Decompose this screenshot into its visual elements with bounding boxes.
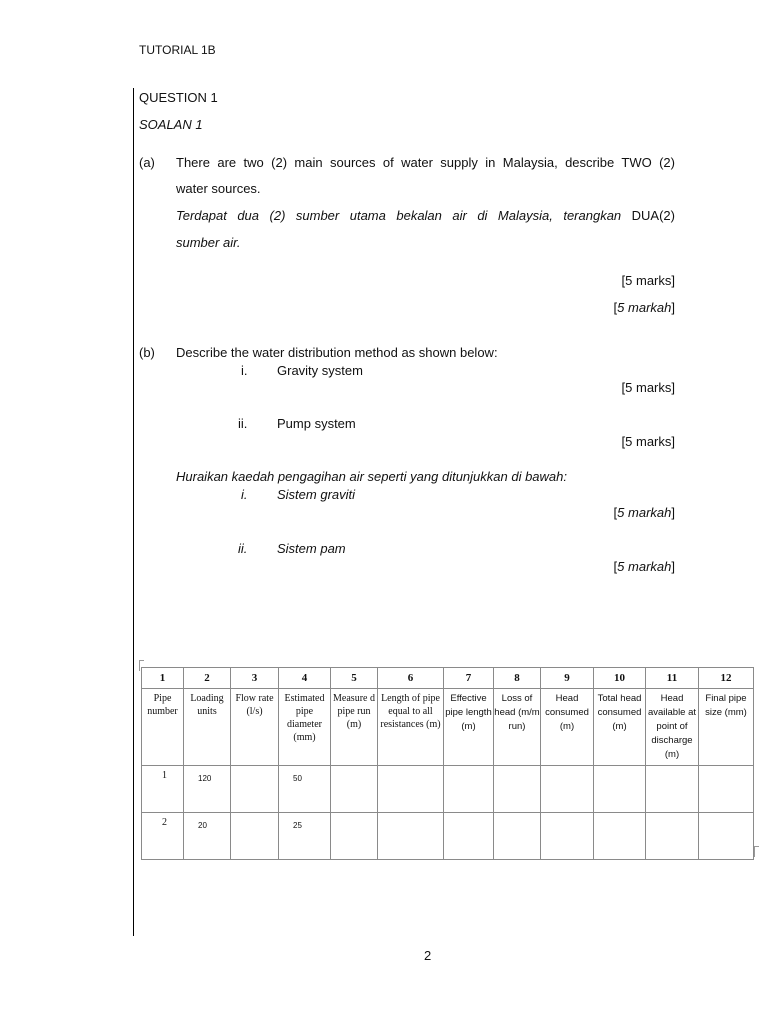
item-number-ms: i. xyxy=(241,487,248,502)
table-cell: 1 xyxy=(142,766,184,813)
table-cell: 25 xyxy=(279,813,331,860)
column-number: 4 xyxy=(279,668,331,689)
part-a-markah xyxy=(520,300,675,316)
column-header: Final pipe size (mm) xyxy=(699,689,754,766)
item-markah xyxy=(520,505,675,521)
table-cell xyxy=(594,766,646,813)
part-b-label: (b) xyxy=(139,345,155,360)
page-number: 2 xyxy=(424,948,432,963)
column-header: Length of pipe equal to all resistances (m) xyxy=(378,689,444,766)
table-cell xyxy=(541,766,594,813)
table-cell xyxy=(331,766,378,813)
column-header-row xyxy=(142,689,754,766)
image-crop-mark xyxy=(754,846,759,857)
column-number: 2 xyxy=(184,668,231,689)
part-a-en-line1 xyxy=(176,155,675,171)
bracket-close: ] xyxy=(671,559,675,574)
column-header: Pipe number xyxy=(142,689,184,766)
part-a-en-line2: water sources. xyxy=(176,181,261,196)
table-cell xyxy=(231,813,279,860)
table-cell: 50 xyxy=(279,766,331,813)
column-header: Estimated pipe diameter (mm) xyxy=(279,689,331,766)
item-marks: [5 marks] xyxy=(621,380,675,395)
part-b-intro: Describe the water distribution method as shown below: xyxy=(176,345,498,360)
table-cell xyxy=(494,766,541,813)
part-a-ms-line1 xyxy=(176,208,675,224)
table-cell xyxy=(444,766,494,813)
part-a-ms-line2: sumber air. xyxy=(176,235,241,250)
part-a-ms-text: Terdapat dua (2) sumber utama bekalan air di Malaysia, terangkan xyxy=(176,208,622,223)
table-cell xyxy=(444,813,494,860)
pipe-sizing-table xyxy=(141,667,754,860)
column-header: Loss of head (m/m run) xyxy=(494,689,541,766)
column-header: Effective pipe length (m) xyxy=(444,689,494,766)
item-number: ii. xyxy=(238,416,248,431)
part-a-label: (a) xyxy=(139,155,155,170)
part-a-en-emphasis: TWO (2) xyxy=(621,155,675,170)
table-cell xyxy=(541,813,594,860)
question-title-ms: SOALAN 1 xyxy=(139,117,203,132)
column-number: 12 xyxy=(699,668,754,689)
column-number: 1 xyxy=(142,668,184,689)
column-number: 7 xyxy=(444,668,494,689)
left-margin-rule xyxy=(133,88,134,936)
item-text: Pump system xyxy=(277,416,356,431)
item-markah xyxy=(520,559,675,575)
column-header: Head consumed (m) xyxy=(541,689,594,766)
markah-word: 5 markah xyxy=(617,559,672,574)
part-b-intro-ms: Huraikan kaedah pengagihan air seperti yang ditunjukkan di bawah: xyxy=(176,469,567,484)
column-header: Loading units xyxy=(184,689,231,766)
markah-word: 5 markah xyxy=(617,300,672,315)
table-cell: 120 xyxy=(184,766,231,813)
table-cell xyxy=(594,813,646,860)
bracket-open: [ xyxy=(613,300,618,315)
table-cell xyxy=(646,813,699,860)
column-header: Total head consumed (m) xyxy=(594,689,646,766)
table-cell xyxy=(231,766,279,813)
column-number: 8 xyxy=(494,668,541,689)
item-text-ms: Sistem pam xyxy=(277,541,346,556)
column-number: 3 xyxy=(231,668,279,689)
table-cell xyxy=(331,813,378,860)
table-cell: 20 xyxy=(184,813,231,860)
part-a-en-text: There are two (2) main sources of water supply in Malaysia, describe xyxy=(176,155,615,170)
column-number: 9 xyxy=(541,668,594,689)
bracket-close: ] xyxy=(671,505,675,520)
column-number: 11 xyxy=(646,668,699,689)
table-cell xyxy=(378,766,444,813)
part-a-ms-emphasis: DUA(2) xyxy=(631,208,675,223)
item-number: i. xyxy=(241,363,248,378)
table-cell: 2 xyxy=(142,813,184,860)
column-header: Head available at point of discharge (m) xyxy=(646,689,699,766)
column-header: Measure d pipe run (m) xyxy=(331,689,378,766)
column-number-row xyxy=(142,668,754,689)
column-number: 5 xyxy=(331,668,378,689)
question-title: QUESTION 1 xyxy=(139,90,218,105)
table-row xyxy=(142,766,754,813)
item-marks: [5 marks] xyxy=(621,434,675,449)
bracket-open: [ xyxy=(613,505,618,520)
item-number-ms: ii. xyxy=(238,541,248,556)
table-cell xyxy=(699,766,754,813)
bracket-close: ] xyxy=(671,300,675,315)
column-number: 10 xyxy=(594,668,646,689)
bracket-open: [ xyxy=(613,559,618,574)
table-cell xyxy=(646,766,699,813)
item-text: Gravity system xyxy=(277,363,363,378)
table-cell xyxy=(378,813,444,860)
table-cell xyxy=(494,813,541,860)
column-number: 6 xyxy=(378,668,444,689)
markah-word: 5 markah xyxy=(617,505,672,520)
table-row xyxy=(142,813,754,860)
part-a-marks: [5 marks] xyxy=(621,273,675,288)
table-cell xyxy=(699,813,754,860)
document-header: TUTORIAL 1B xyxy=(139,43,216,57)
column-header: Flow rate (l/s) xyxy=(231,689,279,766)
item-text-ms: Sistem graviti xyxy=(277,487,356,502)
